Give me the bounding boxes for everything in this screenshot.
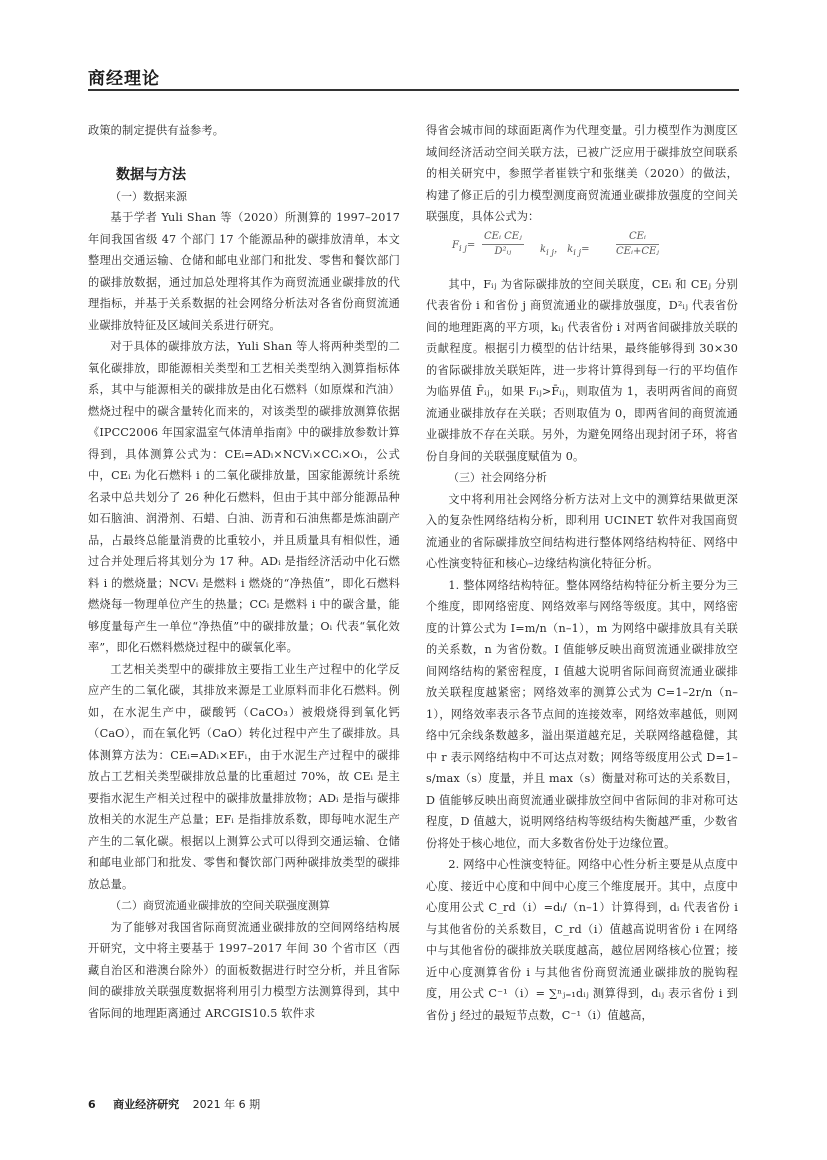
subsection-heading: （三）社会网络分析 [448, 471, 547, 484]
paragraph: 2. 网络中心性演变特征。网络中心性分析主要是从点度中心度、接近中心度和中间中心度三个维度展开。其中，点度中心度用公式 C_rd（i）=dᵢ/（n–1）计算得到，dᵢ 代表省份 i 与其他省份的关系数目，C_rd（i）值越高说明省份 i 在网络中与其他省份的碳排放关联度越高，越位居网络核心位置；接近中心度测算省份 i 与其他省份商贸流通业碳排放的脱钩程度，用公式 C⁻¹（i）= ∑ⁿⱼ₌₁dᵢⱼ 测算得到，dᵢⱼ 表示省份 i 到省份 j 经过的最短节点数，C⁻¹（i）值越高， [426, 858, 738, 1022]
issue-date: 2021 年 6 期 [192, 1098, 261, 1111]
paragraph: 1. 整体网络结构特征。整体网络结构特征分析主要分为三个维度，即网络密度、网络效率与网络等级度。其中，网络密度的计算公式为 I=m/n（n–1），m 为网络中碳排放具有关联的关系数，n 为省份数。I 值能够反映出商贸流通业碳排放空间网络结构的紧密程度，I 值越大说明省际间商贸流通业碳排放关联程度越紧密；网络效率的测算公式为 C=1–2r/n（n–1），网络效率表示各节点间的连接效率，网络效率越低，则网络中冗余线条数越多，溢出渠道越充足，关联网络越稳健，其中 r 表示网络结构中不可达点对数；网络等级度用公式 D=1–s/max（s）度量，并且 max（s）衡量对称可达的关系数目，D 值能够反映出商贸流通业碳排放空间中省际间的非对称可达程度，D 值越大，说明网络结构等级结构失衡越严重，少数省份将处于核心地位，而大多数省份处于边缘位置。 [426, 578, 738, 850]
paragraph: 对于具体的碳排放方法，Yuli Shan 等人将两种类型的二氧化碳排放，即能源相关类型和工艺相关类型纳入测算指标体系，其中与能源相关的碳排放是由化石燃料（如原煤和汽油）燃烧过程中的碳含量转化而来的，对该类型的碳排放测算依据《IPCC2006 年国家温室气体清单指南》中的碳排放参数计算得到，具体测算公式为：CEᵢ=ADᵢ×NCVᵢ×CCᵢ×Oᵢ，公式中，CEᵢ 为化石燃料 i 的二氧化碳排放量，国家能源统计系统名录中总共划分了 26 种化石燃料，但由于其中部分能源品种如石脑油、润滑剂、石蜡、白油、沥青和石油焦都是炼油副产品，占最终总能量消费的比重较小，并且质量具有相似性，通过合并处理后将其划分为 17 种。ADᵢ 是指经济活动中化石燃料 i 的燃烧量；NCVᵢ 是燃料 i 燃烧的“净热值”，即化石燃料燃烧每一物理单位产生的热量；CCᵢ 是燃料 i 中的碳含量，能够度量每产生一单位“净热值”中的碳排放量；Oᵢ 代表“氧化效率”，即化石燃料燃烧过程中的碳氧化率。 [88, 340, 400, 654]
formula-denominator: CEᵢ+CEⱼ [616, 245, 659, 257]
paragraph: 文中将利用社会网络分析方法对上文中的测算结果做更深入的复杂性网络结构分析，即利用 UCINET 软件对我国商贸流通业的省际碳排放空间结构进行整体网络结构特征、网络中心性演变特征和核心–边缘结构演化特征分析。 [426, 492, 738, 570]
header-rule [88, 89, 739, 91]
page-number: 6 [88, 1098, 96, 1111]
formula-fraction-2 [616, 230, 659, 259]
formula-numerator: CEᵢ CEⱼ [482, 230, 524, 245]
paragraph: 其中，Fᵢⱼ 为省际碳排放的空间关联度，CEᵢ 和 CEⱼ 分别代表省份 i 和省份 j 商贸流通业的碳排放强度，D²ᵢⱼ 代表省份间的地理距离的平方项，kᵢⱼ 代表省份 i 对两省间碳排放关联的贡献程度。根据引力模型的估计结果，最终能够得到 30×30 的省际碳排放关联矩阵，进一步将计算得到每一行的平均值作为临界值 F̄ᵢⱼ，如果 Fᵢⱼ>F̄ᵢⱼ，则取值为 1，表明两省间的商贸流通业碳排放存在关联；否则取值为 0，即两省间的商贸流通业碳排放不存在关联。另外，为避免网络出现封闭子环，将省份自身间的关联强度赋值为 0。 [426, 277, 738, 463]
left-column [88, 120, 400, 1024]
page-footer [88, 1096, 260, 1112]
formula-lhs: F [452, 239, 459, 251]
formula-eq: = [581, 243, 590, 255]
paragraph: 政策的制定提供有益参考。 [88, 124, 225, 137]
paragraph: 工艺相关类型中的碳排放主要指工业生产过程中的化学反应产生的二氧化碳，其排放来源是工业原料而非化石燃料。例如，在水泥生产中，碳酸钙（CaCO₃）被煅烧得到氧化钙（CaO），而在氧化钙（CaO）转化过程中产生了碳排放。具体测算方法为：CEᵢ=ADᵢ×EFᵢ，由于水泥生产过程中的碳排放占工艺相关类型碳排放总量的比重超过 70%，故 CEᵢ 是主要指水泥生产相关过程中的碳排放量排放物；ADᵢ 是指与碳排放相关的水泥生产总量；EFᵢ 是指排放系数，即每吨水泥生产产生的二氧化碳。根据以上测算公式可以得到交通运输、仓储和邮电业部门和批发、零售和餐饮部门两种碳排放类型的碳排放总量。 [88, 662, 400, 891]
section-heading: 数据与方法 [116, 166, 186, 183]
paragraph: 为了能够对我国省际商贸流通业碳排放的空间网络结构展开研究，文中将主要基于 1997–2017 年间 30 个省市区（西藏自治区和港澳台除外）的面板数据进行时空分析，并且省际间的碳排放关联强度数据将利用引力模型方法测算得到，其中省际间的地理距离通过 ARCGIS10.5 软件求 [88, 920, 400, 1020]
formula-fraction-1 [482, 230, 524, 259]
subsection-heading: （二）商贸流通业碳排放的空间关联强度测算 [110, 899, 330, 912]
right-column [426, 120, 738, 1026]
formula-sub: i j [546, 246, 554, 257]
formula-eq: = [466, 239, 476, 251]
section-title: 商经理论 [88, 69, 160, 89]
formula-separator: ， [553, 243, 564, 255]
formula-denominator: D²ᵢⱼ [494, 245, 512, 257]
paragraph: 基于学者 Yuli Shan 等（2020）所测算的 1997–2017 年间我国省级 47 个部门 17 个能源品种的碳排放清单，本文整理出交通运输、仓储和邮电业部门和批发、零售和餐饮部门的碳排放数据，通过加总处理将其作为商贸流通业碳排放的代理指标，并基于关系数据的社会网络分析法对各省份商贸流通业碳排放特征及区域间关系进行研究。 [88, 211, 400, 332]
formula-sub: i j [458, 242, 467, 253]
journal-name: 商业经济研究 [113, 1098, 180, 1111]
formula-sub: i j [573, 246, 582, 257]
formula-k: k [540, 243, 547, 255]
subsection-heading: （一）数据来源 [110, 189, 187, 203]
formula-lhs: k [567, 243, 574, 255]
formula-numerator: CEᵢ [616, 230, 659, 245]
gravity-model-formula [452, 230, 738, 268]
paragraph: 得省会城市间的球面距离作为代理变量。引力模型作为测度区域间经济活动空间关联方法，已被广泛应用于碳排放空间联系的相关研究中，参照学者崔铁宁和张继美（2020）的做法，构建了修正后的引力模型测度商贸流通业碳排放强度的空间关联强度，具体公式为： [426, 124, 738, 223]
